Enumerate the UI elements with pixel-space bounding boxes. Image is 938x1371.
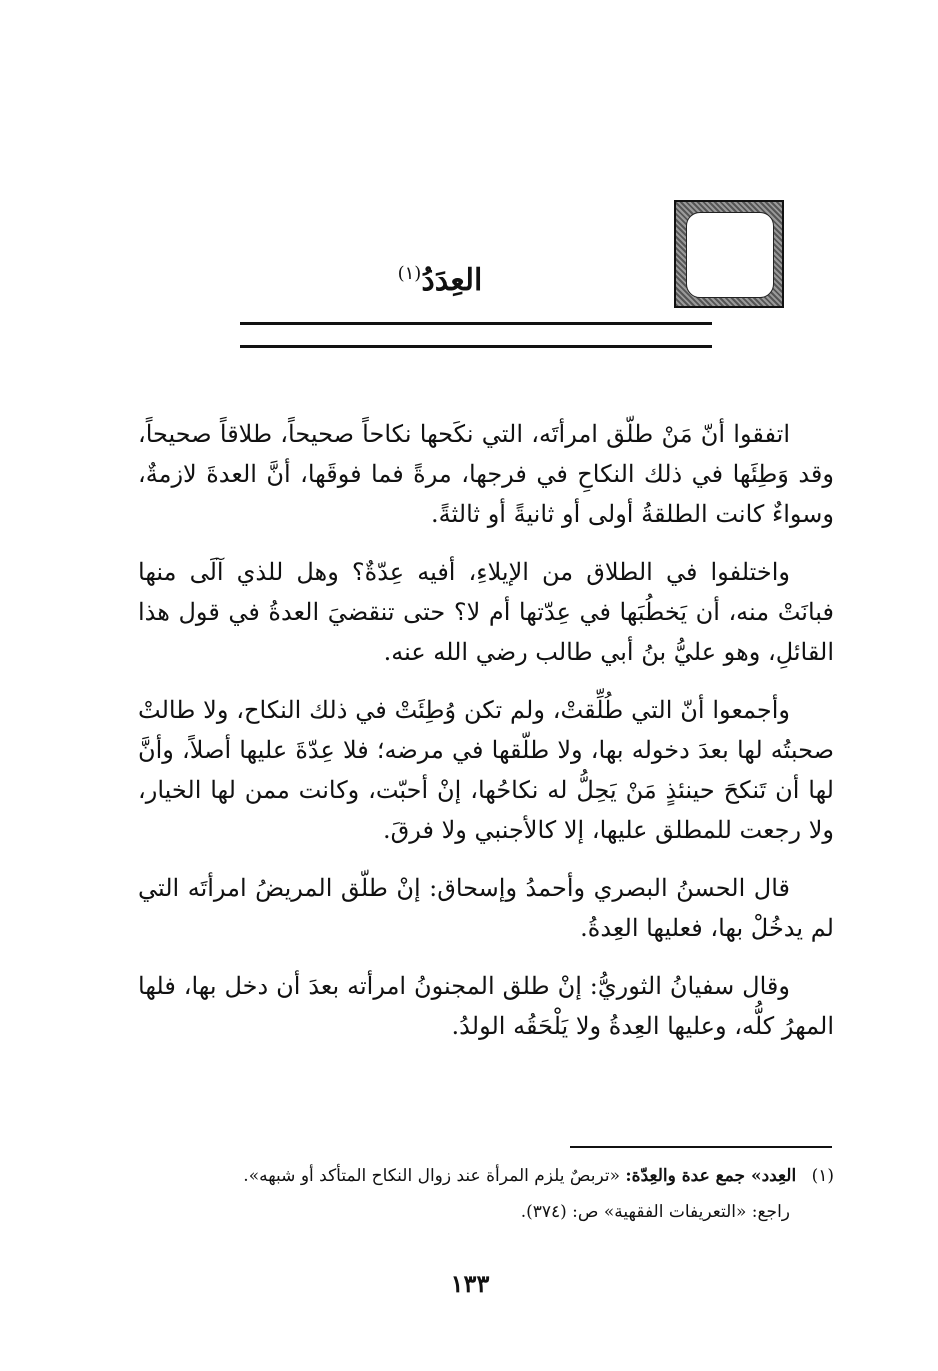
ornament-inner-panel (686, 212, 774, 298)
paragraph: وقال سفيانُ الثوريُّ: إنْ طلق المجنونُ امرأته بعدَ أن دخل بها، فلها المهرُ كلُّه، وعليها العِدةُ ولا يَلْحَقُه الولدُ. (138, 972, 834, 1040)
title-rule-bottom (240, 345, 712, 348)
footnote-definition: «تربصٌ يلزم المرأة عند زوال النكاح المتأكد أو شبهه». (243, 1166, 620, 1186)
footnote-line-1 (138, 1158, 834, 1194)
main-text (138, 414, 834, 1064)
footnote-reference: راجع: «التعريفات الفقهية» ص: (٣٧٤). (520, 1202, 790, 1222)
footnotes (138, 1158, 834, 1230)
chapter-title (340, 244, 540, 304)
page-number: ١٣٣ (450, 1269, 490, 1298)
paragraph: وأجمعوا أنّ التي طُلِّقتْ، ولم تكن وُطِئَتْ في ذلك النكاح، ولا طالتْ صحبتُه لها بعدَ دخوله بها، ولا طلّقها في مرضه؛ فلا عِدّةَ عليها أصلاً، وأنَّ لها أن تَنكحَ حينئذٍ مَنْ يَحِلُّ له نكاحُها، إنْ أحبّت، وكانت ممن لها الخيار، ولا رجعت للمطلق عليها، إلا كالأجنبي ولا فرقَ. (138, 696, 834, 844)
chapter-title-text: العِدَدُ (421, 263, 483, 298)
footnote-separator (570, 1146, 832, 1148)
chapter-ornament-frame (674, 200, 784, 308)
paragraph: واختلفوا في الطلاق من الإيلاءِ، أفيه عِدّةٌ؟ وهل للذي آلَى منها فبانَتْ منه، أن يَخطُبَها في عِدّتها أم لا؟ حتى تنقضيَ العدةُ في قول هذا القائلِ، وهو عليُّ بنُ أبي طالب رضي الله عنه. (138, 558, 834, 666)
paragraph: اتفقوا أنّ مَنْ طلّق امرأتَه، التي نكَحها نكاحاً صحيحاً، طلاقاً صحيحاً، وقد وَطِئَها في ذلك النكاحِ في فرجها، مرةً فما فوقَها، أنَّ العدةَ لازمةٌ، وسواءٌ كانت الطلقةُ أولى أو ثانيةً أو ثالثةً. (138, 420, 834, 528)
footnote-number: (١) (811, 1166, 834, 1186)
title-rule-top (240, 322, 712, 325)
title-footnote-ref: (١) (397, 263, 422, 284)
footnote-term: العِدد» جمع عدة والعِدّة: (625, 1166, 797, 1186)
paragraph: قال الحسنُ البصري وأحمدُ وإسحاق: إنْ طلّق المريضُ امرأتَه التي لم يدخُلْ بها، فعليها العِدةُ. (138, 874, 834, 942)
